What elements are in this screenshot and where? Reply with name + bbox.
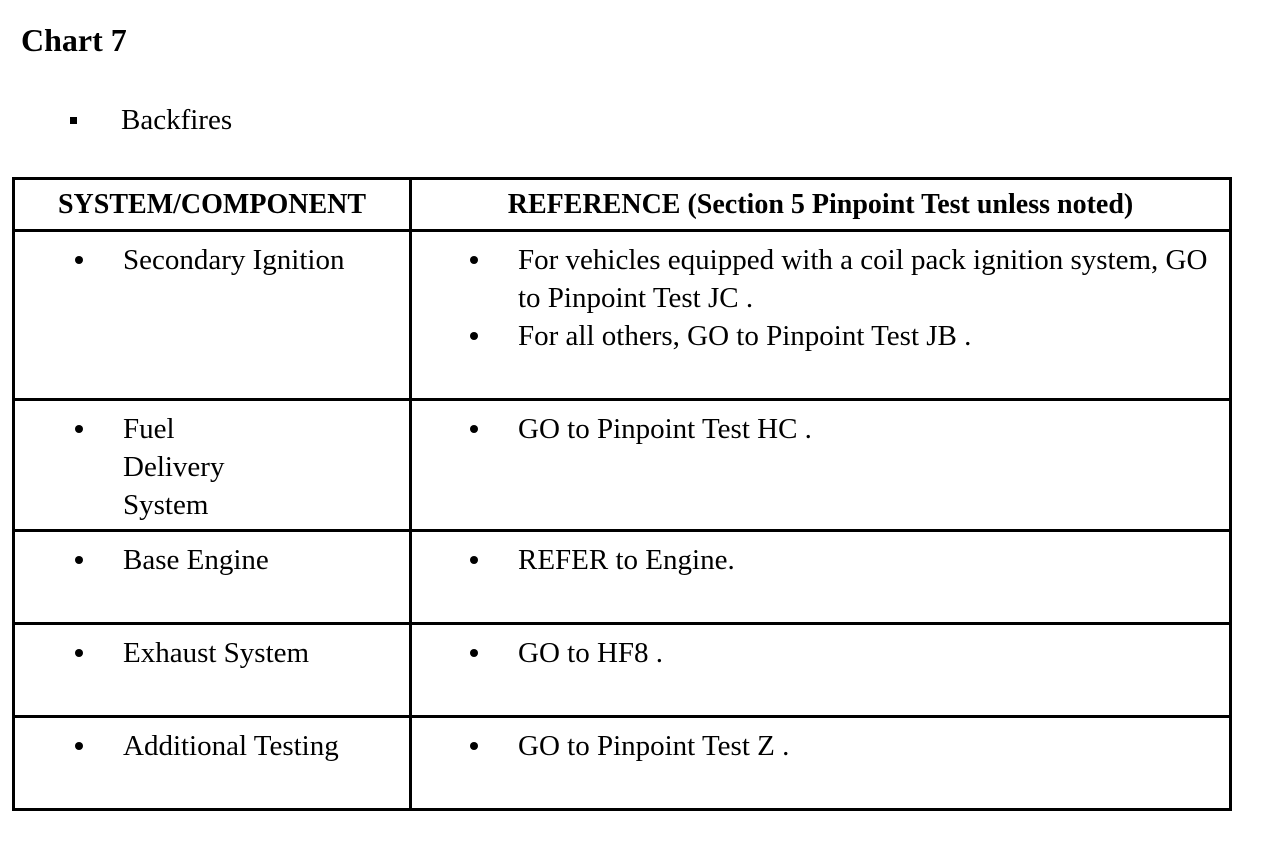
reference-text: REFER to Engine.	[518, 544, 735, 576]
list-item	[518, 317, 1209, 355]
bullet-icon	[470, 332, 478, 340]
table-row	[14, 717, 1231, 810]
bullet-icon	[470, 556, 478, 564]
system-label: Additional Testing	[123, 730, 339, 762]
reference-cell	[411, 531, 1231, 624]
list-item	[123, 541, 409, 579]
reference-cell	[411, 717, 1231, 810]
table-row	[14, 400, 1231, 531]
list-item	[518, 541, 1209, 579]
system-column-header: SYSTEM/COMPONENT	[14, 179, 411, 231]
table-row	[14, 231, 1231, 400]
list-item	[518, 410, 1209, 448]
bullet-icon	[470, 742, 478, 750]
system-cell	[14, 624, 411, 717]
list-item	[518, 634, 1209, 672]
symptom-label: Backfires	[121, 104, 233, 136]
reference-text: GO to Pinpoint Test Z .	[518, 730, 790, 762]
list-item	[123, 410, 249, 524]
system-label: Secondary Ignition	[123, 244, 345, 276]
reference-cell	[411, 400, 1231, 531]
reference-text: GO to HF8 .	[518, 637, 664, 669]
bullet-icon	[470, 425, 478, 433]
system-label: Base Engine	[123, 544, 269, 576]
system-cell	[14, 531, 411, 624]
diagnostic-table	[12, 177, 1232, 811]
list-item	[123, 241, 409, 279]
system-cell	[14, 400, 411, 531]
list-item	[123, 727, 409, 765]
bullet-icon	[75, 256, 83, 264]
bullet-icon	[470, 256, 478, 264]
square-bullet-icon	[70, 117, 77, 124]
reference-text: GO to Pinpoint Test HC .	[518, 413, 812, 445]
table-header-row	[14, 179, 1231, 231]
reference-column-header: REFERENCE (Section 5 Pinpoint Test unless noted)	[411, 179, 1231, 231]
bullet-icon	[75, 425, 83, 433]
bullet-icon	[75, 649, 83, 657]
system-cell	[14, 231, 411, 400]
system-cell	[14, 717, 411, 810]
list-item	[518, 241, 1209, 317]
table-row	[14, 531, 1231, 624]
table-row	[14, 624, 1231, 717]
system-label: Fuel Delivery System	[123, 413, 225, 521]
bullet-icon	[75, 742, 83, 750]
reference-text: For all others, GO to Pinpoint Test JB .	[518, 320, 972, 352]
reference-text: For vehicles equipped with a coil pack ignition system, GO to Pinpoint Test JC .	[518, 244, 1208, 314]
system-label: Exhaust System	[123, 637, 310, 669]
list-item	[518, 727, 1209, 765]
bullet-icon	[470, 649, 478, 657]
symptom-item	[70, 100, 232, 140]
bullet-icon	[75, 556, 83, 564]
list-item	[123, 634, 409, 672]
chart-title: Chart 7	[21, 22, 127, 58]
reference-cell	[411, 231, 1231, 400]
reference-cell	[411, 624, 1231, 717]
